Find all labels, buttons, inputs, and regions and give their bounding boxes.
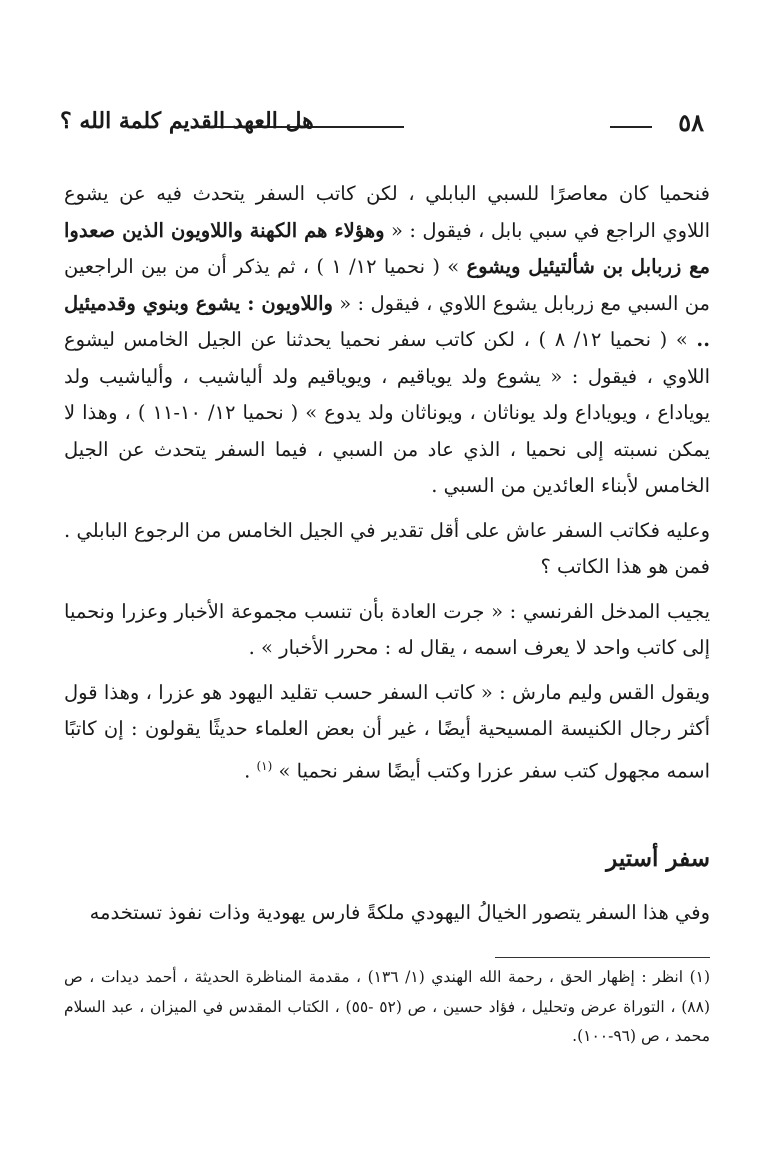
running-title: هل العهد القديم كلمة الله ؟ [60, 108, 314, 134]
p4-text: ويقول القس وليم مارش : « كاتب السفر حسب تقليد اليهود هو عزرا ، وهذا قول أكثر رجال الكنيسة المسيحية أيضًا ، غير أن بعض العلماء حديثًا يقولون : إن كاتبًا اسمه مجهول كتب سفر عزرا وكتب أيضًا سفر نحميا » [64, 680, 710, 782]
main-text [64, 176, 710, 790]
footnote-divider [495, 957, 710, 958]
p4-end: . [244, 759, 257, 782]
section-heading: سفر أستير [606, 845, 710, 872]
header-rule-short [610, 126, 652, 128]
p1-text-b: » ( نحميا ١٢/ ١ ) ، ثم يذكر أن من بين الراجعين من السبي مع زربابل يشوع اللاوي ، فيقول : « [64, 255, 710, 315]
footnote: (١) انظر : إظهار الحق ، رحمة الله الهندي (١/ ١٣٦) ، مقدمة المناظرة الحديثة ، أحمد ديدات ، ص (٨٨) ، التوراة عرض وتحليل ، فؤاد حسين ، ص (٥٢ -٥٥) ، الكتاب المقدس في الميزان ، عبد السلام محمد ، ص (٩٦-١٠٠). [64, 968, 711, 1045]
paragraph-1 [64, 176, 710, 505]
page-header [60, 104, 704, 140]
p1-text-a: فنحميا كان معاصرًا للسبي البابلي ، لكن كاتب السفر يتحدث فيه عن يشوع اللاوي الراجع في سبي بابل ، فيقول : « [64, 182, 710, 242]
paragraph-4 [64, 675, 710, 790]
p1-quote-2: واللاويون : يشوع وبنوي وقدميئيل .. [64, 291, 710, 351]
paragraph-5: وفي هذا السفر يتصور الخيالُ اليهودي ملكةً فارس يهودية وذات نفوذ تستخدمه [89, 901, 710, 924]
paragraph-3: يجيب المدخل الفرنسي : « جرت العادة بأن تنسب مجموعة الأخبار وعزرا ونحميا إلى كاتب واحد لا يعرف اسمه ، يقال له : محرر الأخبار » . [64, 599, 710, 659]
footnote-reference: (١) [256, 758, 273, 773]
p1-quote-1: وهؤلاء هم الكهنة واللاويون الذين صعدوا مع زربابل بن شألتيئيل ويشوع [64, 218, 710, 278]
page-number: ٥٨ [678, 108, 704, 137]
paragraph-2: وعليه فكاتب السفر عاش على أقل تقدير في الجيل الخامس من الرجوع البابلي . فمن هو هذا الكاتب ؟ [64, 518, 710, 578]
p1-text-c: » ( نحميا ١٢/ ٨ ) ، لكن كاتب سفر نحميا يحدثنا عن الجيل الخامس ليشوع اللاوي ، فيقول : « يشوع ولد يوياقيم ، ويوياقيم ولد ألياشيب ، وألياشيب ولد يوياداع ، ويوياداع ولد يوناثان ، ويوناثان ولد يدوع » ( نحميا ١٢/ ١٠-١١ ) ، وهذا لا يمكن نسبته إلى نحميا ، الذي عاد من السبي ، فيما السفر يتحدث عن الجيل الخامس لأبناء العائدين من السبي . [64, 328, 711, 497]
